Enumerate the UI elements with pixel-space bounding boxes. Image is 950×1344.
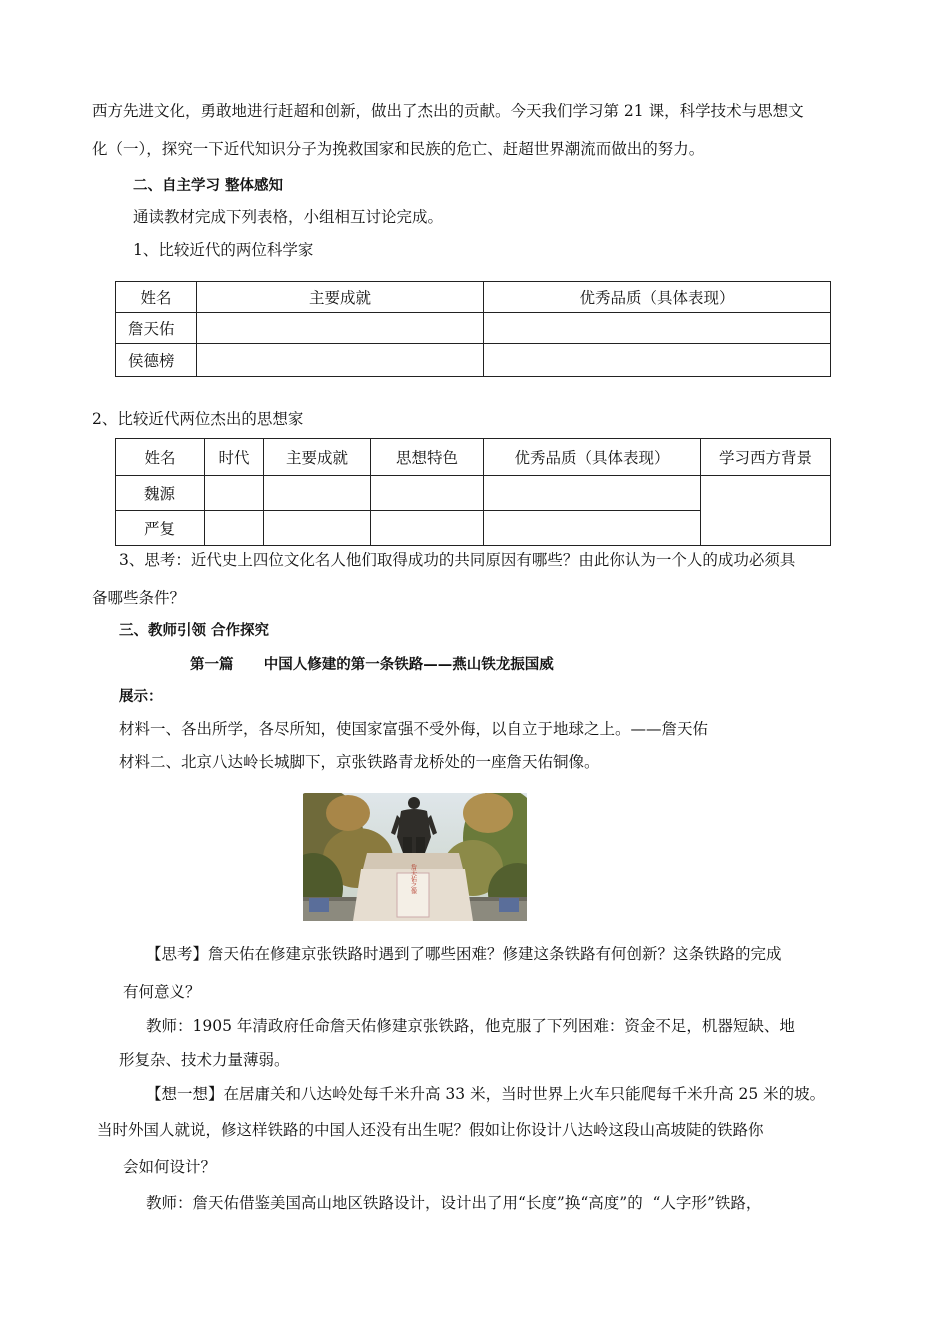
table2-cell-blank[interactable] <box>205 511 264 546</box>
table2-row-name: 严复 <box>116 511 205 546</box>
table1-cell-blank[interactable] <box>197 313 484 344</box>
table2-header-western-background: 学习西方背景 <box>701 439 831 476</box>
table2-header-achievements: 主要成就 <box>264 439 371 476</box>
statue-photo <box>303 793 527 921</box>
ponder-line-3: 会如何设计？ <box>123 1158 217 1176</box>
think-line-2: 有何意义？ <box>123 983 201 1001</box>
chapter-subtitle: 第一篇 中国人修建的第一条铁路——燕山铁龙振国威 <box>190 657 554 673</box>
scientists-table <box>115 281 831 377</box>
item-3-line-2: 备哪些条件？ <box>92 589 186 607</box>
table1-cell-blank[interactable] <box>484 313 831 344</box>
plaque-text: 詹天佑之像 <box>409 864 417 894</box>
table2-cell-blank[interactable] <box>371 476 484 511</box>
table1-header-qualities: 优秀品质（具体表现） <box>484 282 831 313</box>
material-2: 材料二、北京八达岭长城脚下，京张铁路青龙桥处的一座詹天佑铜像。 <box>119 753 600 771</box>
table2-header-name: 姓名 <box>116 439 205 476</box>
table2-cell-blank[interactable] <box>371 511 484 546</box>
section-heading-self-study: 二、自主学习 整体感知 <box>133 178 284 194</box>
table1-cell-blank[interactable] <box>484 344 831 377</box>
table2-header-thought: 思想特色 <box>371 439 484 476</box>
ponder-line-2: 当时外国人就说，修这样铁路的中国人还没有出生呢？假如让你设计八达岭这段山高坡陡的铁路你 <box>97 1121 764 1139</box>
item-2-title: 2、比较近代两位杰出的思想家 <box>92 410 304 428</box>
ponder-line-1: 【想一想】在居庸关和八达岭处每千米升高 33 米，当时世界上火车只能爬每千米升高 25 米的坡。 <box>146 1085 826 1103</box>
table2-cell-merged-blank[interactable] <box>701 476 831 546</box>
teacher-answer-1-line-1: 教师：1905 年清政府任命詹天佑修建京张铁路，他克服了下列困难：资金不足，机器短缺、地 <box>146 1017 795 1035</box>
instruction-text: 通读教材完成下列表格，小组相互讨论完成。 <box>133 208 444 226</box>
table2-header-era: 时代 <box>205 439 264 476</box>
section-heading-inquiry: 三、教师引领 合作探究 <box>119 623 270 639</box>
table2-header-qualities: 优秀品质（具体表现） <box>484 439 701 476</box>
intro-line-2: 化（一），探究一下近代知识分子为挽救国家和民族的危亡、赶超世界潮流而做出的努力。 <box>92 140 705 158</box>
item-3-line-1: 3、思考：近代史上四位文化名人他们取得成功的共同原因有哪些？由此你认为一个人的成功必须具 <box>119 551 796 569</box>
table2-cell-blank[interactable] <box>484 476 701 511</box>
item-1-title: 1、比较近代的两位科学家 <box>133 241 314 259</box>
material-1: 材料一、各出所学，各尽所知，使国家富强不受外侮，以自立于地球之上。——詹天佑 <box>119 720 709 738</box>
intro-line-1: 西方先进文化，勇敢地进行赶超和创新，做出了杰出的贡献。今天我们学习第 21 课，科学技术与思想文 <box>92 102 804 120</box>
table2-cell-blank[interactable] <box>264 476 371 511</box>
show-label: 展示： <box>119 689 163 705</box>
table2-cell-blank[interactable] <box>484 511 701 546</box>
thinkers-table <box>115 438 831 546</box>
table1-row-name: 詹天佑 <box>116 313 197 344</box>
table1-header-achievements: 主要成就 <box>197 282 484 313</box>
teacher-answer-2-line-1: 教师：詹天佑借鉴美国高山地区铁路设计，设计出了用“长度”换“高度”的 “人字形”铁路， <box>146 1194 762 1212</box>
think-line-1: 【思考】詹天佑在修建京张铁路时遇到了哪些困难？修建这条铁路有何创新？这条铁路的完成 <box>146 945 782 963</box>
table2-cell-blank[interactable] <box>264 511 371 546</box>
table2-row-name: 魏源 <box>116 476 205 511</box>
table1-header-name: 姓名 <box>116 282 197 313</box>
table1-cell-blank[interactable] <box>197 344 484 377</box>
teacher-answer-1-line-2: 形复杂、技术力量薄弱。 <box>119 1051 290 1069</box>
table1-row-name: 侯德榜 <box>116 344 197 377</box>
table2-cell-blank[interactable] <box>205 476 264 511</box>
